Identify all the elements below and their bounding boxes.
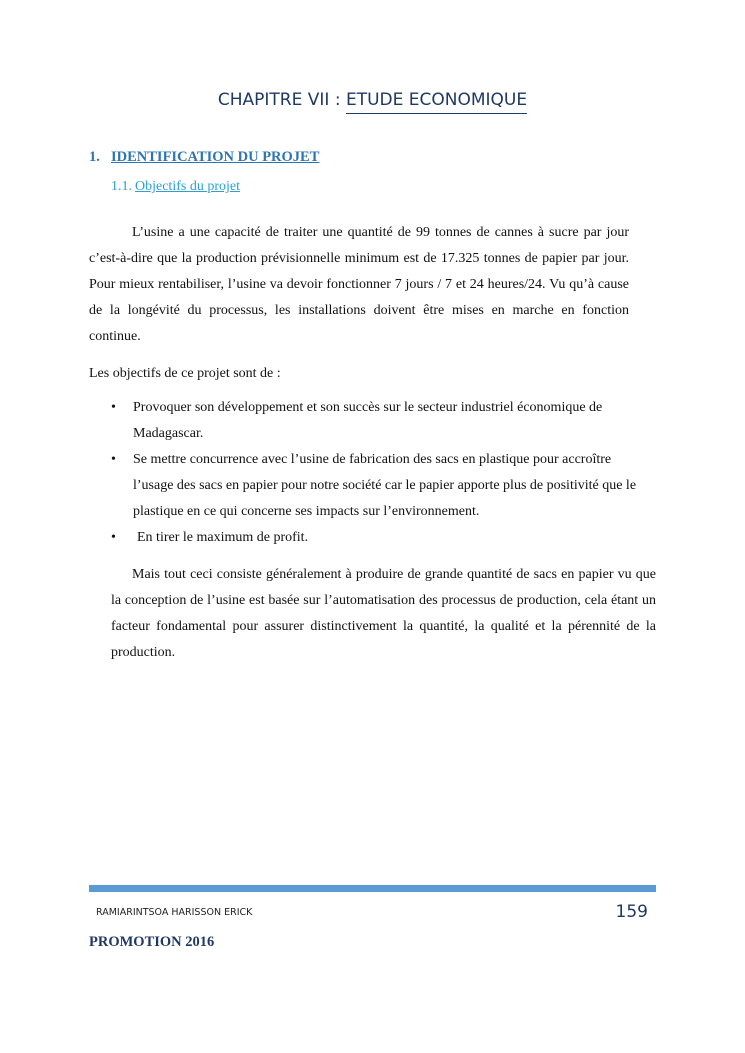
list-item-text: Provoquer son développement et son succès sur le secteur industriel économique de Madagascar.	[133, 400, 603, 441]
chapter-title	[0, 90, 745, 110]
objectives-list	[89, 395, 644, 551]
list-item	[89, 395, 644, 447]
section-number: 1.	[89, 149, 100, 165]
conclusion-paragraph: Mais tout ceci consiste généralement à produire de grande quantité de sacs en papier vu que la conception de l’usine est basée sur l’automatisation des processus de production, cela étant un facteur fondamental pour assurer distinctivement la quantité, la qualité et la pérennité de la production.	[111, 567, 656, 660]
intro-paragraph: L’usine a une capacité de traiter une quantité de 99 tonnes de cannes à sucre par jour c’est-à-dire que la production prévisionnelle minimum est de 17.325 tonnes de papier par jour. Pour mieux rentabiliser, l’usine va devoir fonctionner 7 jours / 7 et 24 heures/24. Vu qu’à cause de la longévité du processus, les installations doivent être mises en marche en fonction continue.	[89, 225, 629, 344]
list-item	[89, 447, 644, 525]
list-item	[89, 525, 644, 551]
list-item-text: En tirer le maximum de profit.	[137, 530, 309, 545]
subsection-number: 1.1.	[111, 179, 132, 194]
chapter-name: ETUDE ECONOMIQUE	[346, 90, 527, 114]
section-heading	[89, 149, 319, 166]
subsection-title: Objectifs du projet	[135, 179, 240, 194]
bullet-icon: •	[111, 452, 116, 467]
section-title: IDENTIFICATION DU PROJET	[111, 149, 320, 165]
subsection-heading	[111, 179, 240, 195]
footer-divider	[89, 885, 656, 892]
bullet-icon: •	[111, 400, 116, 415]
objectives-lead: Les objectifs de ce projet sont de :	[89, 366, 281, 381]
list-item-text: Se mettre concurrence avec l’usine de fabrication des sacs en plastique pour accroître l’usage des sacs en papier pour notre société car le papier apporte plus de positivité que le plastique en ce qui concerne ses impacts sur l’environnement.	[133, 452, 637, 519]
footer-promotion: PROMOTION 2016	[89, 934, 215, 950]
page-number: 159	[615, 902, 648, 922]
chapter-prefix: CHAPITRE VII :	[217, 90, 346, 110]
bullet-icon: •	[111, 530, 116, 545]
footer-author: RAMIARINTSOA HARISSON ERICK	[96, 907, 253, 918]
